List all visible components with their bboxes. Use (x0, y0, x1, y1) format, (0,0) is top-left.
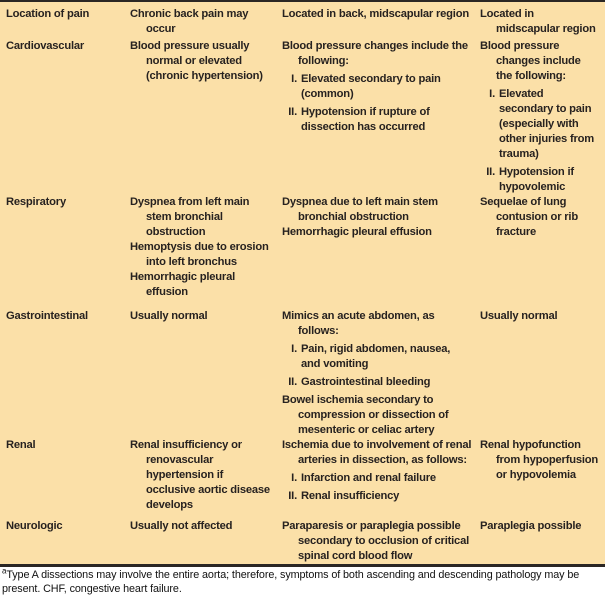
row-header-label: Respiratory (6, 196, 66, 208)
roman-numeral: I. (291, 73, 297, 85)
table-cell (282, 7, 480, 22)
list-item (282, 375, 472, 390)
table-cell (282, 195, 480, 240)
table-cell (480, 39, 599, 195)
cell-paragraph: Blood pressure changes include the following: (480, 40, 581, 82)
list-item (282, 72, 472, 102)
footnote (0, 567, 605, 596)
roman-numeral: I. (291, 343, 297, 355)
row-header (6, 519, 130, 534)
table-cell (480, 519, 599, 534)
list-item-text: Renal insufficiency (301, 490, 400, 502)
roman-numeral: II. (288, 376, 297, 388)
table-cell (130, 7, 282, 37)
table-cell (480, 7, 599, 37)
cell-paragraph: Located in midscapular region (480, 8, 596, 35)
row-header (6, 438, 130, 453)
cell-paragraph: Bowel ischemia secondary to compression or dissection of mesenteric or celiac artery (282, 394, 449, 436)
list-item-text: Hypotension if hypovolemic (499, 166, 574, 193)
row-header (6, 39, 130, 54)
cell-paragraph: Ischemia due to involvement of renal arteries in dissection, as follows: (282, 439, 472, 466)
roman-numeral: I. (291, 472, 297, 484)
footnote-text: Type A dissections may involve the entire aorta; therefore, symptoms of both ascending and descending pathology may be present. CHF, congestive heart failure. (2, 569, 580, 595)
cell-paragraph: Usually normal (130, 310, 208, 322)
list-item-text: Gastrointestinal bleeding (301, 376, 431, 388)
row-header-label: Cardiovascular (6, 40, 85, 52)
roman-numeral: II. (288, 106, 297, 118)
table-row (6, 39, 599, 195)
table-cell (480, 438, 599, 483)
table-cell (282, 519, 480, 564)
list-item (282, 471, 472, 486)
cell-paragraph: Chronic back pain may occur (130, 8, 249, 35)
table-cell (130, 438, 282, 513)
cell-paragraph: Renal hypofunction from hypoperfusion or hypovolemia (480, 439, 599, 481)
list-item-text: Infarction and renal failure (301, 472, 436, 484)
table-cell (130, 39, 282, 84)
row-header-label: Renal (6, 439, 36, 451)
cell-paragraph: Paraparesis or paraplegia possible secondary to occlusion of critical spinal cord blood flow (282, 520, 470, 562)
table-cell (282, 438, 480, 504)
table-cell (130, 309, 282, 324)
table-cell (282, 39, 480, 135)
cell-paragraph: Hemorrhagic pleural effusion (282, 226, 432, 238)
list-item-text: Elevated secondary to pain (common) (301, 73, 441, 100)
list-item-text: Pain, rigid abdomen, nausea, and vomiting (301, 343, 451, 370)
row-header-label: Gastrointestinal (6, 310, 88, 322)
table-cell (480, 195, 599, 240)
row-header (6, 195, 130, 210)
row-header-label: Location of pain (6, 8, 90, 20)
table-row (6, 7, 599, 39)
cell-paragraph: Located in back, midscapular region (282, 8, 469, 20)
table-cell (130, 195, 282, 300)
row-header (6, 7, 130, 22)
list-item (480, 165, 599, 195)
list-item (282, 105, 472, 135)
cell-paragraph: Sequelae of lung contusion or rib fracture (480, 196, 578, 238)
table-row (6, 309, 599, 438)
list-item (282, 342, 472, 372)
row-header (6, 309, 130, 324)
roman-numeral: II. (486, 166, 495, 178)
table-cell (282, 309, 480, 438)
list-item (282, 489, 472, 504)
footnote-marker: a (2, 566, 7, 576)
cell-paragraph: Usually normal (480, 310, 558, 322)
cell-paragraph: Paraplegia possible (480, 520, 582, 532)
cell-paragraph: Blood pressure changes include the following: (282, 40, 468, 67)
list-item-text: Elevated secondary to pain (especially with other injuries from trauma) (499, 88, 595, 160)
table-row (6, 519, 599, 564)
cell-paragraph: Dyspnea due to left main stem bronchial obstruction (282, 196, 438, 223)
cell-paragraph: Blood pressure usually normal or elevated (chronic hypertension) (130, 40, 263, 82)
cell-paragraph: Usually not affected (130, 520, 233, 532)
roman-numeral: I. (489, 88, 495, 100)
roman-numeral: II. (288, 490, 297, 502)
cell-paragraph: Hemorrhagic pleural effusion (130, 271, 235, 298)
cell-paragraph: Mimics an acute abdomen, as follows: (282, 310, 435, 337)
table-row (6, 195, 599, 309)
table-cell (480, 309, 599, 324)
row-header-label: Neurologic (6, 520, 63, 532)
table-cell (130, 519, 282, 534)
list-item-text: Hypotension if rupture of dissection has occurred (301, 106, 430, 133)
cell-paragraph: Hemoptysis due to erosion into left bronchus (130, 241, 269, 268)
cell-paragraph: Renal insufficiency or renovascular hypertension if occlusive aortic disease develops (130, 439, 270, 511)
table-row (6, 438, 599, 519)
table-body (6, 7, 599, 564)
cell-paragraph: Dyspnea from left main stem bronchial obstruction (130, 196, 250, 238)
list-item (480, 87, 599, 162)
